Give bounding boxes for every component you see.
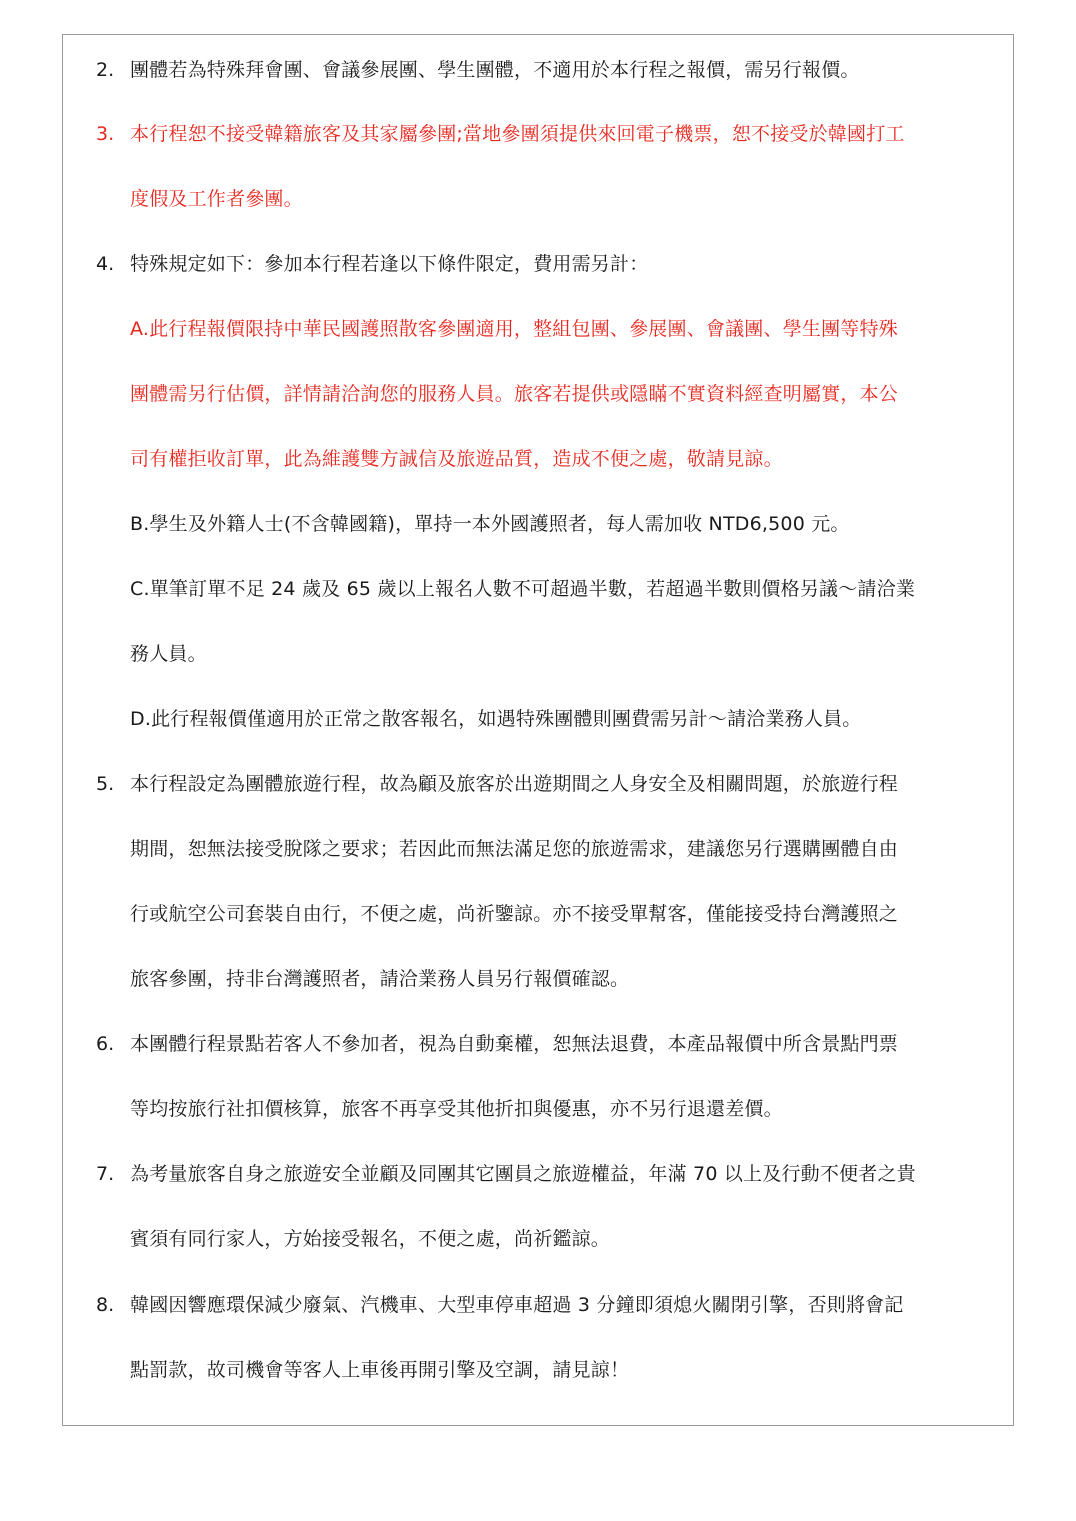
item-line: 賓須有同行家人，方始接受報名，不便之處，尚祈鑑諒。 — [130, 1228, 611, 1250]
item-number: 7. — [96, 1163, 115, 1185]
item-line: 點罰款，故司機會等客人上車後再開引擎及空調，請見諒！ — [130, 1359, 630, 1381]
item-number: 6. — [96, 1033, 115, 1055]
item-line: 韓國因響應環保減少廢氣、汽機車、大型車停車超過 3 分鐘即須熄火關閉引擎，否則將會記 — [130, 1294, 904, 1316]
item-line: 行或航空公司套裝自由行，不便之處，尚祈鑒諒。亦不接受單幫客，僅能接受持台灣護照之 — [130, 903, 899, 925]
sub-item-line: 務人員。 — [130, 643, 207, 665]
item-line: 等均按旅行社扣價核算，旅客不再享受其他折扣與優惠，亦不另行退還差價。 — [130, 1098, 783, 1120]
item-line: 本行程恕不接受韓籍旅客及其家屬參團;當地參團須提供來回電子機票，恕不接受於韓國打工 — [130, 123, 905, 145]
item-number: 5. — [96, 773, 115, 795]
item-line: 本行程設定為團體旅遊行程，故為顧及旅客於出遊期間之人身安全及相關問題，於旅遊行程 — [130, 773, 899, 795]
sub-item-line: C.單筆訂單不足 24 歲及 65 歲以上報名人數不可超過半數，若超過半數則價格另議～請洽業 — [130, 578, 916, 600]
item-line: 度假及工作者參團。 — [130, 188, 303, 210]
item-line: 本團體行程景點若客人不參加者，視為自動棄權，恕無法退費，本產品報價中所含景點門票 — [130, 1033, 899, 1055]
sub-item-line: B.學生及外籍人士(不含韓國籍)，單持一本外國護照者，每人需加收 NTD6,500 元。 — [130, 513, 850, 535]
item-line: 特殊規定如下：參加本行程若逢以下條件限定，費用需另計： — [130, 253, 649, 275]
sub-item-line: D.此行程報價僅適用於正常之散客報名，如遇特殊團體則團費需另計～請洽業務人員。 — [130, 708, 862, 730]
item-number: 2. — [96, 59, 115, 81]
item-line: 團體若為特殊拜會團、會議參展團、學生團體，不適用於本行程之報價，需另行報價。 — [130, 59, 860, 81]
sub-item-line: A.此行程報價限持中華民國護照散客參團適用，整組包團、參展團、會議團、學生團等特殊 — [130, 318, 898, 340]
item-line: 為考量旅客自身之旅遊安全並顧及同團其它團員之旅遊權益，年滿 70 以上及行動不便者之貴 — [130, 1163, 916, 1185]
sub-item-line: 團體需另行估價，詳情請洽詢您的服務人員。旅客若提供或隱瞞不實資料經查明屬實，本公 — [130, 383, 899, 405]
item-number: 8. — [96, 1294, 115, 1316]
item-line: 旅客參團，持非台灣護照者，請洽業務人員另行報價確認。 — [130, 968, 630, 990]
item-number: 4. — [96, 253, 115, 275]
sub-item-line: 司有權拒收訂單，此為維護雙方誠信及旅遊品質，造成不便之處，敬請見諒。 — [130, 448, 783, 470]
item-line: 期間，恕無法接受脫隊之要求；若因此而無法滿足您的旅遊需求，建議您另行選購團體自由 — [130, 838, 899, 860]
item-number: 3. — [96, 123, 115, 145]
